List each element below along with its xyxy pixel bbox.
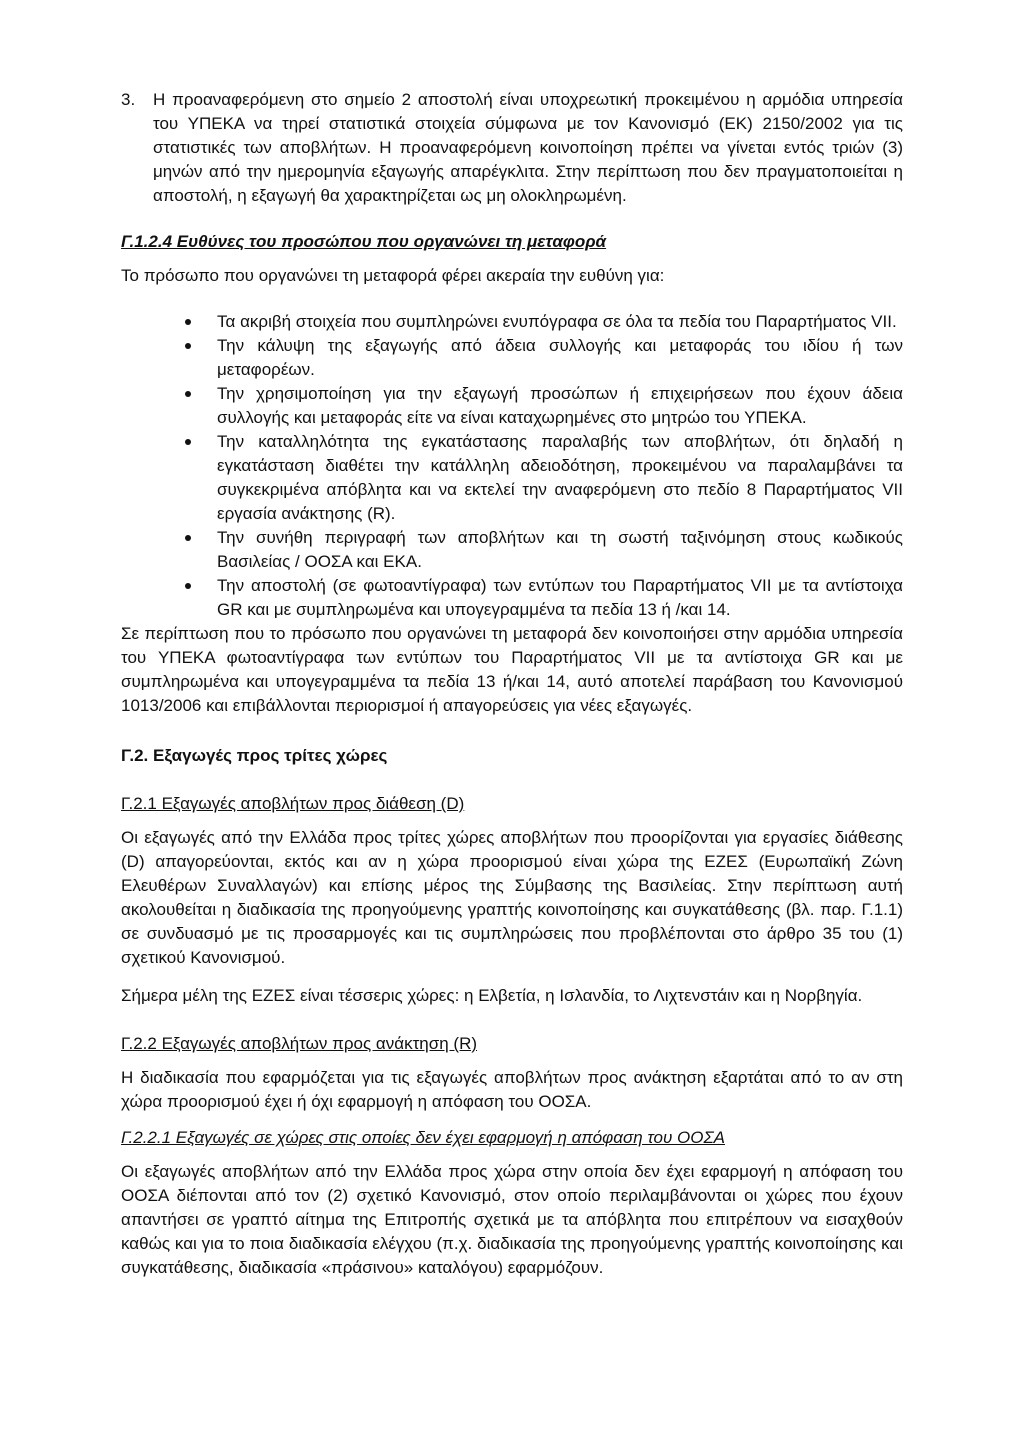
heading-g124: Γ.1.2.4 Ευθύνες του προσώπου που οργανώνει τη μεταφορά	[121, 232, 607, 251]
list-item: Την αποστολή (σε φωτοαντίγραφα) των εντύπων του Παραρτήματος VII με τα αντίστοιχα GR και με συμπληρωμένα και υπογεγραμμένα τα πεδία 13 ή /και 14.	[121, 574, 903, 622]
bullet-icon	[121, 382, 217, 430]
document-page	[121, 88, 903, 1280]
list-item: Τα ακριβή στοιχεία που συμπληρώνει ενυπόγραφα σε όλα τα πεδία του Παραρτήματος VII.	[121, 310, 903, 334]
list-item: Την συνήθη περιγραφή των αποβλήτων και τη σωστή ταξινόμηση στους κωδικούς Βασιλείας / ΟΟΣΑ και ΕΚΑ.	[121, 526, 903, 574]
g221-paragraph: Οι εξαγωγές αποβλήτων από την Ελλάδα προς χώρα στην οποία δεν έχει εφαρμογή η απόφαση του ΟΟΣΑ διέπονται από τον (2) σχετικό Κανονισμό, στον οποίο περιλαμβάνονται οι χώρες που έχουν απαντήσει σε γραπτό αίτημα της Επιτροπής σχετικά με τα απόβλητα που επιτρέπουν να εισαχθούν καθώς και για το ποια διαδικασία ελέγχου (π.χ. διαδικασία της προηγούμενης γραπτής κοινοποίησης και συγκατάθεσης, διαδικασία «πράσινου» καταλόγου) εφαρμόζουν.	[121, 1162, 903, 1277]
responsibilities-list	[121, 310, 903, 622]
intro-paragraph: Το πρόσωπο που οργανώνει τη μεταφορά φέρει ακεραία την ευθύνη για:	[121, 266, 665, 285]
g22-paragraph: Η διαδικασία που εφαρμόζεται για τις εξαγωγές αποβλήτων προς ανάκτηση εξαρτάται από το αν στη χώρα προορισμού έχει ή όχι εφαρμογή η απόφαση του ΟΟΣΑ.	[121, 1068, 903, 1111]
heading-g2: Γ.2. Εξαγωγές προς τρίτες χώρες	[121, 746, 388, 765]
closing-paragraph: Σε περίπτωση που το πρόσωπο που οργανώνει τη μεταφορά δεν κοινοποιήσει στην αρμόδια υπηρεσία του ΥΠΕΚΑ φωτοαντίγραφα των εντύπων του Παραρτήματος VII με τα αντίστοιχα GR και με συμπληρωμένα και υπογεγραμμένα τα πεδία 13 ή/και 14, αυτό αποτελεί παράβαση του Κανονισμού 1013/2006 και επιβάλλονται περιορισμοί ή απαγορεύσεις για νέες εξαγωγές.	[121, 624, 903, 715]
item-text: Η προαναφερόμενη στο σημείο 2 αποστολή είναι υποχρεωτική προκειμένου η αρμόδια υπηρεσία του ΥΠΕΚΑ να τηρεί στατιστικά στοιχεία σύμφωνα με τον Κανονισμό (ΕΚ) 2150/2002 για τις στατιστικές των αποβλήτων. Η προαναφερόμενη κοινοποίηση πρέπει να γίνεται εντός τριών (3) μηνών από την ημερομηνία εξαγωγής απαρέγκλιτα. Στην περίπτωση που δεν πραγματοποιείται η αποστολή, η εξαγωγή θα χαρακτηρίζεται ως μη ολοκληρωμένη.	[153, 90, 903, 205]
list-item: Την χρησιμοποίηση για την εξαγωγή προσώπων ή επιχειρήσεων που έχουν άδεια συλλογής και μεταφοράς είτε να είναι καταχωρημένες στο μητρώο του ΥΠΕΚΑ.	[121, 382, 903, 430]
bullet-icon	[121, 526, 217, 574]
bullet-icon	[121, 310, 217, 334]
bullet-icon	[121, 574, 217, 622]
numbered-item-3	[121, 88, 903, 208]
g21-paragraph-2: Σήμερα μέλη της ΕΖΕΣ είναι τέσσερις χώρες: η Ελβετία, η Ισλανδία, το Λιχτενστάιν και η Νορβηγία.	[121, 986, 863, 1005]
item-number: 3.	[121, 90, 136, 109]
heading-g221: Γ.2.2.1 Εξαγωγές σε χώρες στις οποίες δεν έχει εφαρμογή η απόφαση του ΟΟΣΑ	[121, 1128, 725, 1147]
bullet-icon	[121, 430, 217, 526]
heading-g22: Γ.2.2 Εξαγωγές αποβλήτων προς ανάκτηση (R)	[121, 1034, 478, 1053]
bullet-icon	[121, 334, 217, 382]
list-item: Την καταλληλότητα της εγκατάστασης παραλαβής των αποβλήτων, ότι δηλαδή η εγκατάσταση διαθέτει την κατάλληλη αδειοδότηση, προκειμένου να παραλαμβάνει τα συγκεκριμένα απόβλητα και να εκτελεί την αναφερόμενη στο πεδίο 8 Παραρτήματος VII εργασία ανάκτησης (R).	[121, 430, 903, 526]
g21-paragraph-1: Οι εξαγωγές από την Ελλάδα προς τρίτες χώρες αποβλήτων που προορίζονται για εργασίες διάθεσης (D) απαγορεύονται, εκτός και αν η χώρα προορισμού είναι χώρα της ΕΖΕΣ (Ευρωπαϊκή Ζώνη Ελευθέρων Συναλλαγών) και επίσης μέρος της Σύμβασης της Βασιλείας. Στην περίπτωση αυτή ακολουθείται η διαδικασία της προηγούμενης γραπτής κοινοποίησης και συγκατάθεσης (βλ. παρ. Γ.1.1) σε συνδυασμό με τις προσαρμογές και τις συμπληρώσεις που προβλέπονται στο άρθρο 35 του (1) σχετικού Κανονισμού.	[121, 828, 903, 967]
list-item: Την κάλυψη της εξαγωγής από άδεια συλλογής και μεταφοράς του ιδίου ή των μεταφορέων.	[121, 334, 903, 382]
heading-g21: Γ.2.1 Εξαγωγές αποβλήτων προς διάθεση (D)	[121, 794, 465, 813]
